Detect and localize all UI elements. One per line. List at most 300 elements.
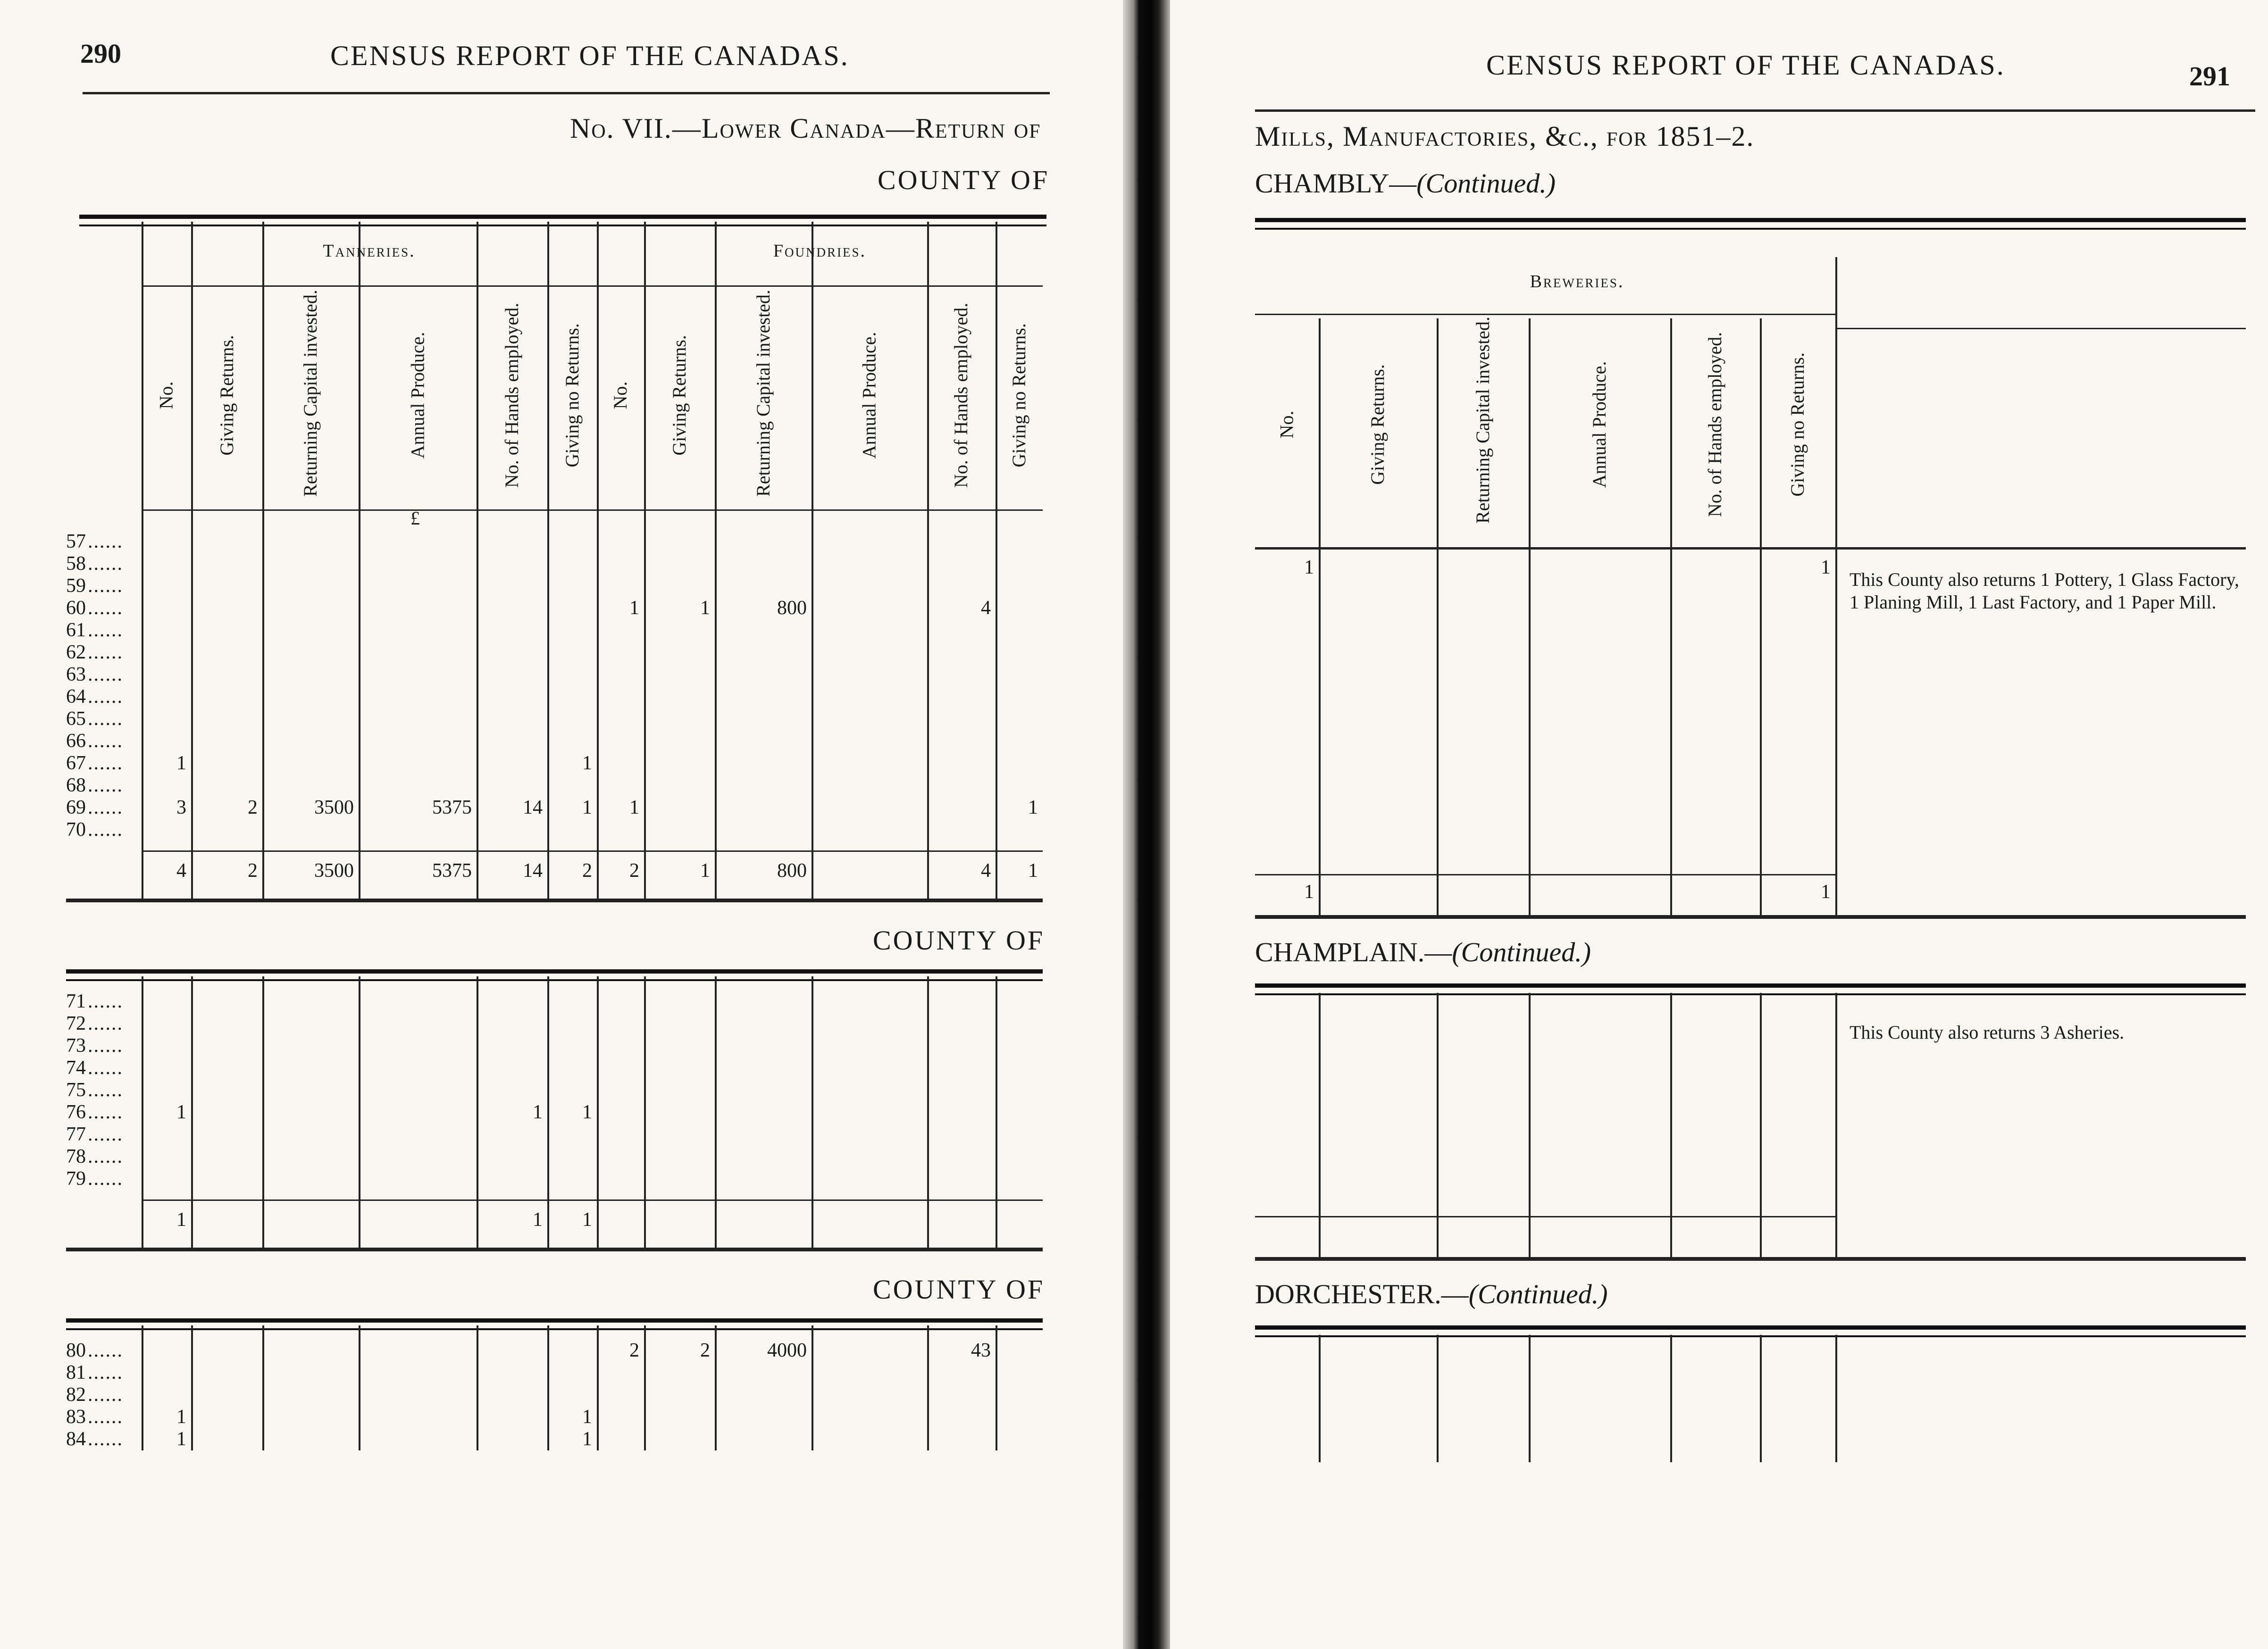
table-cell [262, 752, 359, 775]
table-row [1255, 1009, 1835, 1032]
table-cell [547, 664, 597, 686]
column-header [547, 290, 597, 500]
table-row [66, 708, 1043, 730]
table-cell [597, 686, 644, 708]
row-label: 70 ...... [66, 819, 132, 841]
table-cell [812, 819, 927, 841]
column-divider [142, 222, 143, 899]
table-cell [1319, 1032, 1437, 1054]
table-cell [715, 1406, 812, 1428]
column-header [359, 290, 477, 500]
table-cell [1255, 1418, 1319, 1440]
table-cell [927, 730, 996, 752]
column-header-text: Giving no Returns. [1787, 352, 1808, 497]
table-cell [996, 1124, 1043, 1146]
table-cell: 1 [176, 1428, 186, 1450]
table-cell [715, 575, 812, 597]
column-header-text: Giving Returns. [1367, 364, 1389, 485]
table-cell [812, 752, 927, 775]
table-cell [191, 1428, 262, 1450]
table-cell [1319, 601, 1437, 623]
county-heading: COUNTY OF [873, 925, 1045, 956]
column-divider [477, 1325, 478, 1450]
currency-symbol: £ [410, 508, 420, 529]
table-cell [812, 1384, 927, 1406]
table-cell [927, 1362, 996, 1384]
page-number: 290 [80, 38, 121, 69]
table-cell [1670, 778, 1760, 800]
table-cell [262, 664, 359, 686]
table-cell [359, 1124, 477, 1146]
column-divider [1835, 993, 1837, 1257]
table-cell [1437, 734, 1529, 756]
total-cell [812, 1209, 927, 1231]
table-cell [715, 1428, 812, 1450]
table-cell [597, 1013, 644, 1035]
column-divider [1437, 993, 1439, 1257]
column-divider [1529, 993, 1531, 1257]
table-cell [927, 1013, 996, 1035]
table-cell [1670, 690, 1760, 712]
table-cell [644, 1406, 715, 1428]
table-cell [262, 597, 359, 619]
column-divider [262, 222, 264, 899]
table-cell [996, 1428, 1043, 1450]
table-cell [1255, 756, 1319, 778]
table-cell [644, 708, 715, 730]
table-cell [142, 1013, 191, 1035]
table-cell [597, 1057, 644, 1079]
table-row [66, 1406, 1043, 1428]
table-cell [1437, 1440, 1529, 1462]
table-cell [644, 1384, 715, 1406]
table-cell [644, 991, 715, 1013]
table-cell [1760, 756, 1835, 778]
table-cell [262, 1406, 359, 1428]
column-divider [1319, 318, 1321, 915]
column-divider [996, 976, 997, 1248]
table-cell [262, 1384, 359, 1406]
row-label: 63 ...... [66, 664, 132, 686]
column-header-text: Giving Returns. [669, 334, 690, 456]
table-cell [812, 708, 927, 730]
table-cell [262, 1146, 359, 1168]
table-cell [1319, 1076, 1437, 1098]
table-cell [715, 619, 812, 641]
column-divider [191, 1325, 193, 1450]
total-cell: 1 [700, 860, 710, 882]
table-cell [1760, 1009, 1835, 1032]
table-cell [191, 752, 262, 775]
county-heading: COUNTY OF [878, 165, 1050, 195]
table-cell [359, 575, 477, 597]
row-label: 57 ...... [66, 531, 132, 553]
table-cell [1319, 1440, 1437, 1462]
column-header [1437, 318, 1529, 531]
table-row [66, 991, 1043, 1013]
table-cell [1319, 800, 1437, 823]
table-cell [1529, 1076, 1670, 1098]
section-title-text: CHAMBLY— [1255, 168, 1417, 199]
section-title [1255, 936, 1591, 968]
table-cell [1760, 845, 1835, 867]
column-header-text: No. of Hands employed. [950, 302, 972, 488]
total-rule [142, 1199, 1043, 1201]
table-cell [1529, 712, 1670, 734]
section-title [1255, 167, 1556, 199]
table-cell [142, 1146, 191, 1168]
table-cell [191, 1384, 262, 1406]
table-cell [1437, 601, 1529, 623]
table-cell [547, 641, 597, 664]
table-cell [996, 1362, 1043, 1384]
table-cell [359, 664, 477, 686]
table-row [66, 1146, 1043, 1168]
table-cell: 800 [777, 597, 807, 619]
table-cell [1529, 601, 1670, 623]
column-divider [812, 976, 813, 1248]
table-cell [715, 664, 812, 686]
table-cell [1670, 601, 1760, 623]
table-cell [644, 1079, 715, 1101]
total-cell: 1 [1304, 881, 1314, 903]
table-cell [597, 708, 644, 730]
table-cell [812, 1101, 927, 1124]
total-rule [142, 850, 1043, 852]
total-cell: 1 [1821, 881, 1831, 903]
table-cell [191, 1146, 262, 1168]
table-cell [191, 686, 262, 708]
table-cell [715, 1013, 812, 1035]
section-title-continued: (Continued.) [1468, 1279, 1608, 1309]
column-divider [477, 222, 478, 899]
table-cell [477, 664, 547, 686]
block-bottom-rule [66, 899, 1043, 902]
table-cell [547, 1146, 597, 1168]
table-cell [1255, 1440, 1319, 1462]
table-cell [547, 1340, 597, 1362]
table-row [66, 575, 1043, 597]
column-header [812, 290, 927, 500]
table-cell [715, 1168, 812, 1190]
table-cell [597, 730, 644, 752]
total-cell: 2 [582, 860, 592, 882]
column-divider [715, 976, 717, 1248]
table-cell [477, 1013, 547, 1035]
table-cell [996, 1035, 1043, 1057]
table-top-rule [79, 215, 1046, 226]
table-cell: 3500 [314, 797, 354, 818]
table-cell [547, 619, 597, 641]
group-underline [142, 285, 1043, 287]
table-cell [927, 619, 996, 641]
table-row [66, 1079, 1043, 1101]
table-cell [359, 597, 477, 619]
table-cell [715, 775, 812, 797]
table-row [1255, 690, 1835, 712]
table-cell [191, 619, 262, 641]
row-label: 60 ...... [66, 597, 132, 619]
column-divider [1670, 993, 1672, 1257]
table-cell [1437, 823, 1529, 845]
table-row [1255, 623, 1835, 645]
table-cell [644, 1168, 715, 1190]
table-cell [996, 531, 1043, 553]
table-cell [1437, 1187, 1529, 1209]
table-cell [1670, 800, 1760, 823]
total-cell: 4 [176, 860, 186, 882]
table-title: No. VII.—Lower Canada—Return of [570, 113, 1041, 144]
table-cell [142, 619, 191, 641]
table-row [1255, 1142, 1835, 1165]
table-cell [1255, 579, 1319, 601]
table-cell [477, 1406, 547, 1428]
table-row [66, 531, 1043, 553]
table-cell [1760, 690, 1835, 712]
table-cell [1760, 667, 1835, 690]
column-divider [812, 1325, 813, 1450]
total-cell [262, 1209, 359, 1231]
table-cell [1319, 579, 1437, 601]
table-cell [1670, 823, 1760, 845]
table-cell [927, 1035, 996, 1057]
table-cell [1437, 845, 1529, 867]
table-row [66, 1340, 1043, 1362]
table-cell [1760, 712, 1835, 734]
table-cell [1319, 1142, 1437, 1165]
column-divider [812, 222, 813, 899]
table-cell [927, 664, 996, 686]
column-divider [359, 222, 360, 899]
table-cell: 43 [971, 1340, 991, 1361]
table-cell [1670, 1076, 1760, 1098]
table-cell [927, 553, 996, 575]
table-cell [812, 1362, 927, 1384]
table-cell [1255, 823, 1319, 845]
table-cell [715, 1384, 812, 1406]
table-row [1255, 734, 1835, 756]
table-cell [1319, 1120, 1437, 1142]
table-cell: 5375 [432, 797, 472, 818]
group-label-breweries: Breweries. [1530, 272, 1624, 291]
table-cell [715, 1079, 812, 1101]
table-cell [262, 730, 359, 752]
table-cell [644, 752, 715, 775]
table-cell [996, 1384, 1043, 1406]
table-cell [359, 730, 477, 752]
table-row [1255, 1032, 1835, 1054]
total-cell [1529, 1223, 1670, 1245]
table-cell [812, 686, 927, 708]
table-row [1255, 1120, 1835, 1142]
column-divider [1670, 318, 1672, 915]
table-cell [142, 708, 191, 730]
total-row [1255, 881, 1835, 903]
table-row [1255, 645, 1835, 667]
table-cell [191, 1362, 262, 1384]
total-cell [1437, 881, 1529, 903]
table-cell [142, 553, 191, 575]
table-cell [1437, 667, 1529, 690]
total-cell [715, 1209, 812, 1231]
row-label: 69 ...... [66, 797, 132, 819]
table-row [66, 1057, 1043, 1079]
table-cell [812, 1406, 927, 1428]
table-cell [477, 1057, 547, 1079]
table-cell [812, 797, 927, 819]
column-header-text: Returning Capital invested. [300, 289, 321, 497]
table-cell [142, 1168, 191, 1190]
column-header-text: No. of Hands employed. [1704, 332, 1725, 517]
table-cell [1670, 734, 1760, 756]
table-cell [359, 819, 477, 841]
table-cell [262, 1124, 359, 1146]
table-cell [1760, 1374, 1835, 1396]
section-top-rule [1255, 983, 2246, 995]
section-bottom-rule [1255, 915, 2246, 919]
table-cell [359, 641, 477, 664]
table-cell [1255, 845, 1319, 867]
column-header [1319, 318, 1437, 531]
table-row [66, 641, 1043, 664]
table-cell [262, 641, 359, 664]
column-divider [996, 1325, 997, 1450]
table-title: Mills, Manufactories, &c., for 1851–2. [1255, 121, 1755, 152]
total-cell [359, 1209, 477, 1231]
table-cell [477, 1079, 547, 1101]
table-cell [1319, 1165, 1437, 1187]
table-row [1255, 756, 1835, 778]
table-cell [1319, 1187, 1437, 1209]
table-cell [191, 531, 262, 553]
table-row [66, 730, 1043, 752]
column-header-text: Annual Produce. [407, 332, 428, 458]
table-cell [142, 686, 191, 708]
total-row [1255, 1223, 1835, 1245]
table-cell [597, 1168, 644, 1190]
table-cell [359, 1168, 477, 1190]
table-cell: 4 [981, 597, 991, 619]
table-cell [597, 752, 644, 775]
table-cell: 2 [629, 1340, 639, 1361]
row-label: 78 ...... [66, 1146, 132, 1168]
table-cell [597, 664, 644, 686]
row-label: 83 ...... [66, 1406, 132, 1428]
column-divider [644, 222, 646, 899]
total-cell [996, 1209, 1043, 1231]
table-cell [597, 1101, 644, 1124]
row-label: 82 ...... [66, 1384, 132, 1406]
table-cell [1529, 623, 1670, 645]
total-cell [1670, 881, 1760, 903]
total-cell [1437, 1223, 1529, 1245]
total-row [66, 1209, 1043, 1231]
table-cell [996, 1340, 1043, 1362]
column-divider [1760, 993, 1762, 1257]
table-cell [1529, 823, 1670, 845]
table-row [1255, 1440, 1835, 1462]
table-cell [477, 1384, 547, 1406]
table-cell [262, 1013, 359, 1035]
table-cell [547, 1384, 597, 1406]
table-cell: 1 [629, 797, 639, 818]
column-divider [1437, 318, 1439, 915]
table-cell: 1 [582, 1428, 592, 1450]
table-cell [1529, 1120, 1670, 1142]
table-cell [262, 553, 359, 575]
left-page [0, 0, 1123, 1649]
table-cell [644, 1013, 715, 1035]
total-cell [1319, 1223, 1437, 1245]
table-cell [191, 730, 262, 752]
table-cell [262, 1035, 359, 1057]
table-row [66, 1035, 1043, 1057]
table-cell [1529, 645, 1670, 667]
table-cell [547, 775, 597, 797]
table-cell [644, 1035, 715, 1057]
table-cell [477, 991, 547, 1013]
total-cell [1670, 1223, 1760, 1245]
table-cell [812, 1079, 927, 1101]
table-cell [1437, 1418, 1529, 1440]
column-divider [644, 976, 646, 1248]
column-header [477, 290, 547, 500]
table-cell [996, 752, 1043, 775]
table-cell [142, 819, 191, 841]
table-cell [996, 686, 1043, 708]
table-cell: 2 [248, 797, 258, 818]
table-row [66, 1124, 1043, 1146]
table-cell [715, 1124, 812, 1146]
notes-header-rule [1835, 328, 2246, 329]
table-cell: 1 [1028, 797, 1038, 818]
table-cell [1529, 800, 1670, 823]
table-cell [359, 708, 477, 730]
table-cell [1255, 601, 1319, 623]
table-cell [1319, 778, 1437, 800]
table-cell [1670, 1054, 1760, 1076]
table-cell [996, 1168, 1043, 1190]
table-row [66, 775, 1043, 797]
table-cell [477, 752, 547, 775]
total-cell [812, 860, 927, 882]
group-label-foundries: Foundries. [773, 241, 867, 261]
table-row [66, 553, 1043, 575]
table-cell: 2 [700, 1340, 710, 1361]
row-label: 81 ...... [66, 1362, 132, 1384]
table-cell [262, 708, 359, 730]
table-cell: 1 [582, 797, 592, 818]
total-cell: 1 [582, 1209, 592, 1231]
table-cell [644, 619, 715, 641]
table-cell [715, 531, 812, 553]
section-top-rule [1255, 1325, 2246, 1337]
table-cell [1760, 1165, 1835, 1187]
column-divider [1760, 318, 1762, 915]
table-cell [477, 1428, 547, 1450]
total-cell [1255, 1223, 1319, 1245]
table-cell [812, 664, 927, 686]
table-cell [996, 991, 1043, 1013]
table-row [66, 686, 1043, 708]
table-cell [1529, 579, 1670, 601]
column-divider [1670, 1335, 1672, 1462]
table-cell [142, 531, 191, 553]
table-cell [191, 553, 262, 575]
table-row [1255, 1374, 1835, 1396]
table-cell [1529, 734, 1670, 756]
table-cell [477, 641, 547, 664]
